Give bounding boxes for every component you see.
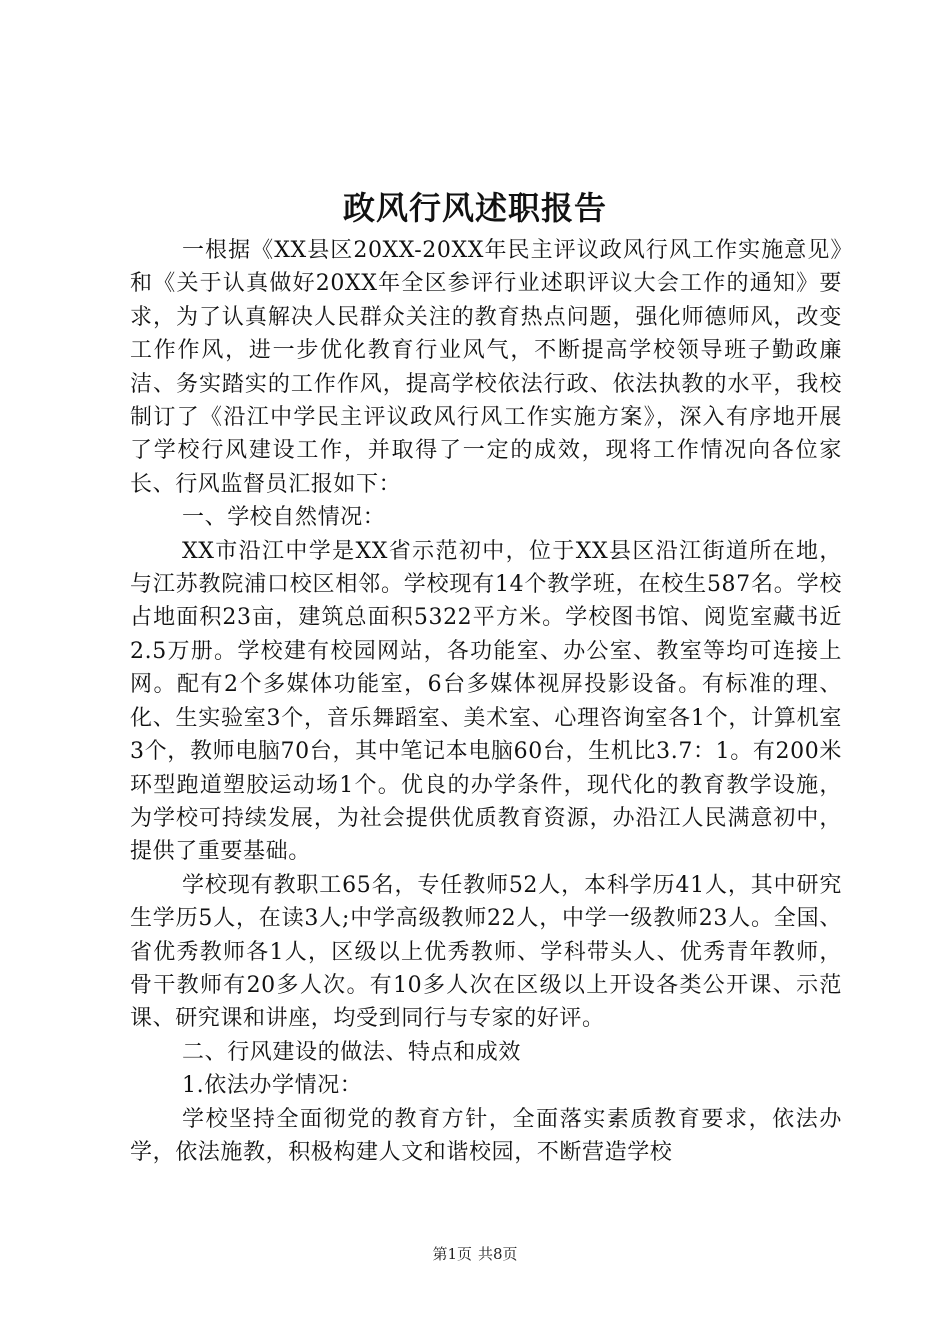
page-number-total: 共8页 bbox=[478, 1245, 518, 1263]
page-number-current: 第1页 bbox=[432, 1245, 472, 1263]
subsection-heading-lawful-running: 1.依法办学情况： bbox=[182, 1073, 363, 1099]
paragraph-intro: 一根据《XX县区20XX-20XX年民主评议政风行风工作实施意见》和《关于认真做好20XX年全区参评行业述职评议大会工作的通知》要求，为了认真解决人民群众关注的教育热点问题，强化师德师风，改变工作作风，进一步优化教育行业风气，不断提高学校领导班子勤政廉洁、务实踏实的工作作风，提高学校依法行政、依法执教的水平，我校制订了《沿江中学民主评议政风行风工作实施方案》，深入有序地开展了学校行风建设工作，并取得了一定的成效，现将工作情况向各位家长、行风监督员汇报如下： bbox=[130, 238, 842, 497]
document-title: 政风行风述职报告 bbox=[342, 189, 607, 227]
paragraph-school-facilities: XX市沿江中学是XX省示范初中，位于XX县区沿江街道所在地，与江苏教院浦口校区相邻。学校现有14个教学班，在校生587名。学校占地面积23亩，建筑总面积5322平方米。学校图书馆、阅览室藏书近2.5万册。学校建有校园网站，各功能室、办公室、教室等均可连接上网。配有2个多媒体功能室，6台多媒体视屏投影设备。有标准的理、化、生实验室3个，音乐舞蹈室、美术室、心理咨询室各1个，计算机室3个，教师电脑70台，其中笔记本电脑60台，生机比3.7：1。有200米环型跑道塑胶运动场1个。优良的办学条件，现代化的教育教学设施，为学校可持续发展，为社会提供优质教育资源，办沿江人民满意初中，提供了重要基础。 bbox=[130, 538, 842, 865]
paragraph-lawful-running: 学校坚持全面彻党的教育方针，全面落实素质教育要求，依法办学，依法施教，积极构建人文和谐校园，不断营造学校 bbox=[130, 1106, 842, 1165]
page-footer bbox=[0, 1244, 950, 1264]
document-body bbox=[130, 234, 842, 1169]
section-heading-practices: 二、行风建设的做法、特点和成效 bbox=[182, 1039, 522, 1065]
paragraph-school-staff: 学校现有教职工65名，专任教师52人，本科学历41人，其中研究生学历5人，在读3人;中学高级教师22人，中学一级教师23人。全国、省优秀教师各1人，区级以上优秀教师、学科带头人、优秀青年教师，骨干教师有20多人次。有10多人次在区级以上开设各类公开课、示范课、研究课和讲座，均受到同行与专家的好评。 bbox=[130, 872, 842, 1032]
section-heading-school-info: 一、学校自然情况： bbox=[182, 505, 386, 531]
